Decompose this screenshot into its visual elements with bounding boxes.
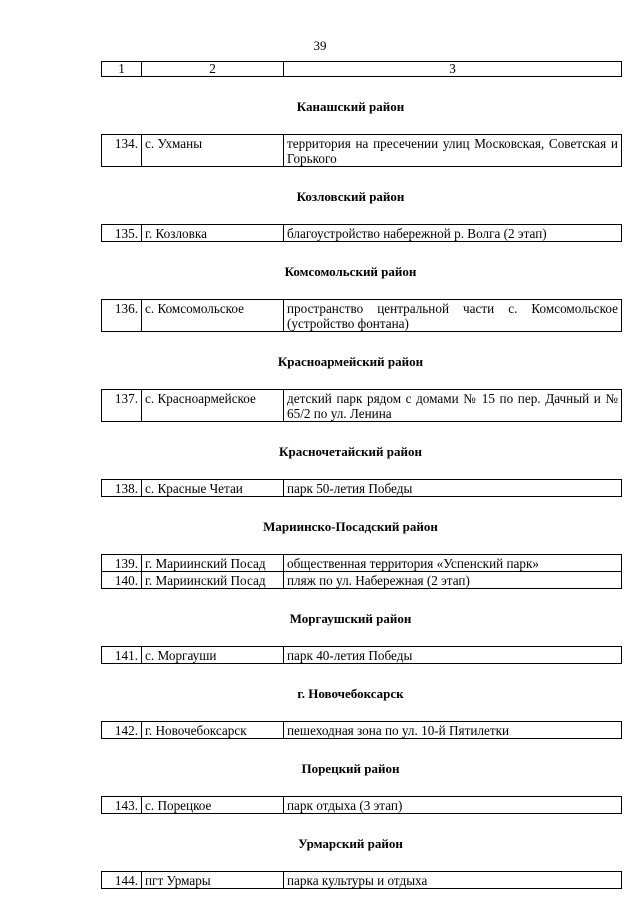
row-place: г. Козловка <box>142 225 284 242</box>
row-place: с. Комсомольское <box>142 300 284 332</box>
row-place: с. Красноармейское <box>142 390 284 422</box>
table-row <box>102 572 622 589</box>
district-table <box>101 646 622 664</box>
row-place: г. Мариинский Посад <box>142 572 284 589</box>
page-number: 39 <box>313 38 327 53</box>
district-table <box>101 554 622 589</box>
district-section <box>101 664 600 739</box>
column-header-table <box>101 61 622 77</box>
row-description: детский парк рядом с домами № 15 по пер. Дачный и № 65/2 по ул. Ленина <box>284 390 622 422</box>
table-row <box>102 797 622 814</box>
table-row <box>102 300 622 332</box>
district-section <box>101 497 600 589</box>
row-description: парк 50-летия Победы <box>284 480 622 497</box>
row-description: пешеходная зона по ул. 10-й Пятилетки <box>284 722 622 739</box>
district-title: Мариинско-Посадский район <box>263 519 438 534</box>
row-description: парк отдыха (3 этап) <box>284 797 622 814</box>
district-section <box>101 589 600 664</box>
row-description: парка культуры и отдыха <box>284 872 622 889</box>
sections-container <box>101 77 618 889</box>
district-section <box>101 814 600 889</box>
table-row <box>102 480 622 497</box>
district-table <box>101 796 622 814</box>
district-title: Комсомольский район <box>284 264 417 279</box>
row-number: 142. <box>102 722 142 739</box>
table-row <box>102 135 622 167</box>
row-place: с. Моргауши <box>142 647 284 664</box>
table-row <box>102 225 622 242</box>
row-number: 138. <box>102 480 142 497</box>
district-section <box>101 332 618 422</box>
district-section <box>101 422 600 497</box>
district-title: Порецкий район <box>301 761 400 776</box>
district-table <box>101 479 622 497</box>
row-description: общественная территория «Успенский парк» <box>284 555 622 572</box>
district-section <box>101 77 618 167</box>
district-title: Урмарский район <box>298 836 403 851</box>
district-table <box>101 389 622 422</box>
row-place: пгт Урмары <box>142 872 284 889</box>
district-table <box>101 134 622 167</box>
district-table <box>101 299 622 332</box>
document-body <box>101 61 618 889</box>
district-section <box>101 739 600 814</box>
row-number: 141. <box>102 647 142 664</box>
table-row <box>102 647 622 664</box>
row-number: 139. <box>102 555 142 572</box>
row-description: пляж по ул. Набережная (2 этап) <box>284 572 622 589</box>
district-title: г. Новочебоксарск <box>297 686 404 701</box>
row-description: парк 40-летия Победы <box>284 647 622 664</box>
table-row <box>102 390 622 422</box>
column-header-3: 3 <box>284 62 622 77</box>
table-row <box>102 872 622 889</box>
row-number: 137. <box>102 390 142 422</box>
row-place: с. Порецкое <box>142 797 284 814</box>
district-title: Моргаушский район <box>289 611 412 626</box>
row-number: 144. <box>102 872 142 889</box>
district-table <box>101 224 622 242</box>
district-title: Канашский район <box>296 99 405 114</box>
table-row <box>102 555 622 572</box>
row-place: с. Красные Четаи <box>142 480 284 497</box>
district-title: Красноармейский район <box>277 354 424 369</box>
row-number: 140. <box>102 572 142 589</box>
district-table <box>101 871 622 889</box>
row-description: благоустройство набережной р. Волга (2 этап) <box>284 225 622 242</box>
column-header-1: 1 <box>102 62 142 77</box>
column-header-row <box>102 62 622 77</box>
district-title: Козловский район <box>296 189 405 204</box>
column-header-2: 2 <box>142 62 284 77</box>
row-description: территория на пресечении улиц Московская, Советская и Горького <box>284 135 622 167</box>
district-table <box>101 721 622 739</box>
district-section <box>101 167 600 242</box>
row-number: 136. <box>102 300 142 332</box>
row-description: пространство центральной части с. Комсомольское (устройство фонтана) <box>284 300 622 332</box>
row-number: 143. <box>102 797 142 814</box>
table-row <box>102 722 622 739</box>
row-place: с. Ухманы <box>142 135 284 167</box>
district-section <box>101 242 618 332</box>
row-number: 135. <box>102 225 142 242</box>
row-place: г. Новочебоксарск <box>142 722 284 739</box>
district-title: Красночетайский район <box>279 444 422 459</box>
row-place: г. Мариинский Посад <box>142 555 284 572</box>
row-number: 134. <box>102 135 142 167</box>
